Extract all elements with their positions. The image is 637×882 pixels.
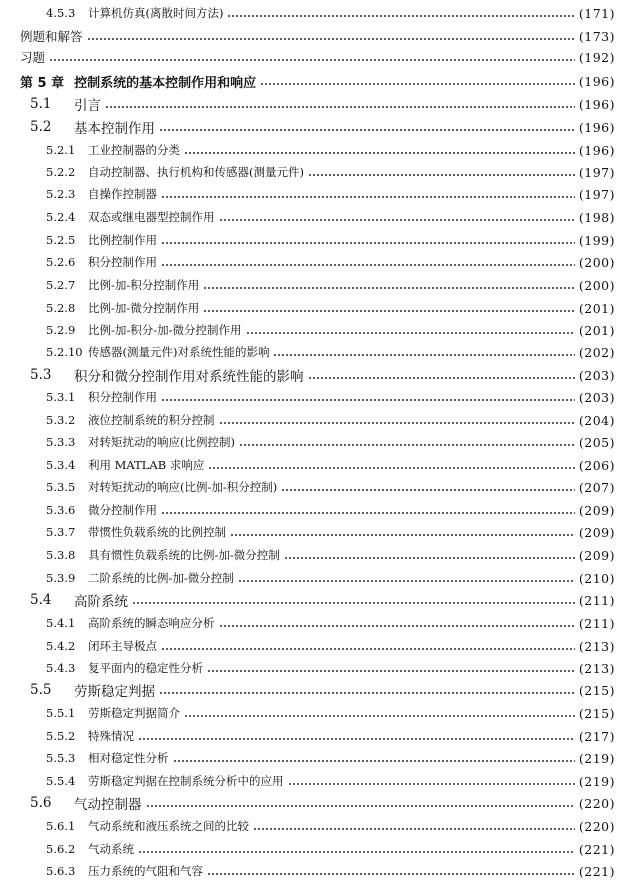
toc-entry-page: (205) — [578, 434, 615, 450]
toc-entry-number: 5.2.9 — [46, 323, 76, 337]
toc-entry-page: (201) — [578, 322, 615, 338]
toc-entry-page: (213) — [578, 660, 615, 676]
toc-entry-number: 5.3.1 — [46, 390, 76, 404]
toc-entry[interactable] — [46, 703, 615, 723]
dot-leader — [284, 557, 575, 559]
toc-entry-number: 5.3.5 — [46, 480, 76, 494]
dot-leader — [161, 242, 575, 244]
toc-entry[interactable] — [46, 432, 615, 452]
toc-entry-title: 双态或继电器型控制作用 — [88, 210, 215, 224]
toc-entry[interactable] — [46, 839, 615, 859]
toc-entry-title: 气动系统和液压系统之间的比较 — [88, 819, 249, 833]
toc-entry-title: 劳斯稳定判据简介 — [88, 706, 180, 720]
toc-entry[interactable] — [46, 252, 615, 272]
toc-entry[interactable] — [46, 320, 615, 340]
toc-entry-page: (201) — [578, 300, 615, 316]
toc-entry[interactable] — [46, 387, 615, 407]
toc-entry-title: 对转矩扰动的响应(比例-加-积分控制) — [88, 480, 278, 494]
dot-leader — [239, 444, 575, 446]
toc-entry-number: 5.2.10 — [46, 345, 83, 359]
toc-entry[interactable] — [46, 410, 615, 430]
toc-entry-title: 引言 — [74, 98, 101, 114]
toc-entry-title: 例题和解答 — [20, 29, 83, 44]
toc-entry[interactable] — [46, 140, 615, 160]
toc-entry-title: 基本控制作用 — [74, 121, 155, 137]
toc-entry-page: (200) — [578, 254, 615, 270]
toc-entry-title: 劳斯稳定判据在控制系统分析中的应用 — [88, 774, 284, 788]
toc-entry[interactable] — [20, 71, 615, 91]
toc-entry-page: (221) — [578, 841, 615, 857]
toc-entry-page: (219) — [578, 773, 615, 789]
toc-entry-page: (220) — [578, 818, 615, 834]
toc-entry-page: (221) — [578, 863, 615, 879]
toc-entry[interactable] — [46, 455, 615, 475]
toc-entry-page: (200) — [578, 277, 615, 293]
dot-leader — [105, 106, 575, 108]
toc-entry[interactable] — [46, 207, 615, 227]
dot-leader — [138, 851, 575, 853]
toc-entry-page: (213) — [578, 638, 615, 654]
dot-leader — [208, 467, 575, 469]
toc-entry-page: (199) — [578, 232, 615, 248]
toc-entry-page: (217) — [578, 728, 615, 744]
toc-entry-page: (171) — [578, 5, 615, 21]
dot-leader — [146, 805, 575, 807]
toc-entry-number: 5.5.3 — [46, 751, 76, 765]
dot-leader — [207, 670, 575, 672]
toc-entry-page: (211) — [578, 592, 615, 608]
dot-leader — [260, 83, 575, 85]
toc-entry-number: 5.2.8 — [46, 301, 76, 315]
toc-entry-number: 5.3 — [30, 367, 52, 383]
toc-entry[interactable] — [46, 522, 615, 542]
toc-entry-number: 5.4.3 — [46, 661, 76, 675]
toc-entry-page: (207) — [578, 479, 615, 495]
toc-entry-title: 比例-加-积分-加-微分控制作用 — [88, 323, 242, 337]
toc-entry-number: 5.2 — [30, 119, 52, 135]
toc-entry-number: 5.4 — [30, 592, 52, 608]
toc-entry-page: (209) — [578, 524, 615, 540]
toc-entry-page: (192) — [578, 49, 615, 65]
toc-entry[interactable] — [46, 342, 615, 362]
dot-leader — [87, 38, 575, 40]
toc-entry-title: 传感器(测量元件)对系统性能的影响 — [88, 345, 270, 359]
toc-entry[interactable] — [46, 658, 615, 678]
toc-entry-number: 5.3.6 — [46, 503, 76, 517]
toc-entry-number: 5.6.3 — [46, 864, 76, 878]
toc-entry-title: 带惯性负载系统的比例控制 — [88, 525, 226, 539]
toc-entry-number: 5.2.5 — [46, 233, 76, 247]
dot-leader — [203, 310, 575, 312]
dot-leader — [273, 354, 574, 356]
toc-entry-number: 5.1 — [30, 96, 52, 112]
toc-entry[interactable] — [46, 500, 615, 520]
toc-entry-title: 比例-加-微分控制作用 — [88, 301, 200, 315]
toc-entry-number: 5.2.3 — [46, 187, 76, 201]
toc-entry[interactable] — [46, 298, 615, 318]
dot-leader — [207, 873, 575, 875]
toc-entry-number: 5.3.7 — [46, 525, 76, 539]
dot-leader — [49, 59, 575, 61]
toc-entry-title: 积分控制作用 — [88, 255, 157, 269]
toc-entry-title: 相对稳定性分析 — [88, 751, 169, 765]
dot-leader — [159, 692, 575, 694]
dot-leader — [138, 738, 575, 740]
toc-entry[interactable] — [46, 726, 615, 746]
toc-entry-page: (204) — [578, 412, 615, 428]
toc-entry-page: (197) — [578, 164, 615, 180]
toc-entry-title: 积分和微分控制作用对系统性能的影响 — [74, 369, 304, 385]
toc-entry[interactable] — [46, 162, 615, 182]
toc-entry-page: (215) — [578, 705, 615, 721]
dot-leader — [161, 196, 575, 198]
toc-entry-page: (196) — [578, 96, 615, 112]
dot-leader — [238, 580, 575, 582]
dot-leader — [184, 152, 575, 154]
toc-entry-title: 比例-加-积分控制作用 — [88, 278, 200, 292]
toc-entry[interactable] — [46, 748, 615, 768]
toc-entry[interactable] — [46, 184, 615, 204]
toc-entry-title: 闭环主导极点 — [88, 639, 157, 653]
toc-entry-number: 5.3.3 — [46, 435, 76, 449]
toc-entry-title: 微分控制作用 — [88, 503, 157, 517]
toc-entry-number: 第 5 章 — [20, 75, 65, 91]
toc-entry[interactable] — [30, 117, 615, 137]
dot-leader — [246, 332, 575, 334]
dot-leader — [219, 219, 575, 221]
toc-entry[interactable] — [20, 26, 615, 46]
toc-entry[interactable] — [46, 568, 615, 588]
toc-entry[interactable] — [30, 590, 615, 610]
toc-entry-number: 5.3.9 — [46, 571, 76, 585]
toc-entry-title: 利用 MATLAB 求响应 — [88, 458, 205, 472]
toc-entry-number: 5.2.1 — [46, 143, 76, 157]
toc-entry-number: 5.2.6 — [46, 255, 76, 269]
toc-entry-title: 气动控制器 — [74, 797, 142, 813]
toc-entry-number: 5.3.2 — [46, 413, 76, 427]
dot-leader — [132, 602, 575, 604]
toc-entry-title: 对转矩扰动的响应(比例控制) — [88, 435, 235, 449]
toc-entry[interactable] — [20, 47, 615, 67]
toc-entry-title: 特殊情况 — [88, 729, 134, 743]
toc-entry[interactable] — [46, 861, 615, 881]
toc-entry-number: 5.5.2 — [46, 729, 76, 743]
dot-leader — [161, 512, 575, 514]
toc-entry-number: 5.4.1 — [46, 616, 76, 630]
toc-entry-title: 气动系统 — [88, 842, 134, 856]
dot-leader — [308, 174, 575, 176]
toc-entry-title: 液位控制系统的积分控制 — [88, 413, 215, 427]
toc-entry-page: (210) — [578, 570, 615, 586]
dot-leader — [173, 760, 575, 762]
toc-entry[interactable] — [46, 613, 615, 633]
toc-entry-title: 具有惯性负载系统的比例-加-微分控制 — [88, 548, 280, 562]
toc-entry-title: 工业控制器的分类 — [88, 143, 180, 157]
dot-leader — [161, 264, 575, 266]
dot-leader — [253, 828, 575, 830]
toc-entry-title: 控制系统的基本控制作用和响应 — [74, 75, 257, 91]
toc-entry-number: 5.2.4 — [46, 210, 76, 224]
toc-entry-number: 5.5.1 — [46, 706, 76, 720]
toc-entry-title: 比例控制作用 — [88, 233, 157, 247]
toc-entry-page: (220) — [578, 795, 615, 811]
toc-entry[interactable] — [30, 365, 615, 385]
dot-leader — [281, 489, 575, 491]
toc-entry-page: (203) — [578, 367, 615, 383]
toc-entry-title: 高阶系统 — [74, 594, 128, 610]
toc-entry-title: 二阶系统的比例-加-微分控制 — [88, 571, 234, 585]
toc-entry-number: 5.6.1 — [46, 819, 76, 833]
toc-entry-number: 4.5.3 — [46, 6, 76, 20]
dot-leader — [288, 783, 575, 785]
toc-entry-page: (197) — [578, 186, 615, 202]
toc-entry-page: (196) — [578, 73, 615, 89]
dot-leader — [159, 129, 575, 131]
toc-entry-page: (198) — [578, 209, 615, 225]
toc-entry[interactable] — [46, 230, 615, 250]
toc-entry-number: 5.6 — [30, 795, 52, 811]
toc-entry[interactable] — [46, 3, 615, 23]
toc-entry-title: 高阶系统的瞬态响应分析 — [88, 616, 215, 630]
toc-entry-page: (209) — [578, 502, 615, 518]
toc-entry-page: (219) — [578, 750, 615, 766]
toc-entry-number: 5.6.2 — [46, 842, 76, 856]
toc-entry[interactable] — [46, 636, 615, 656]
toc-entry-page: (173) — [578, 28, 615, 44]
toc-entry-title: 积分控制作用 — [88, 390, 157, 404]
toc-entry-number: 5.4.2 — [46, 639, 76, 653]
toc-entry-number: 5.2.2 — [46, 165, 76, 179]
toc-entry[interactable] — [46, 275, 615, 295]
toc-entry-page: (196) — [578, 119, 615, 135]
toc-entry[interactable] — [46, 816, 615, 836]
toc-entry-page: (211) — [578, 615, 615, 631]
dot-leader — [161, 648, 575, 650]
toc-entry[interactable] — [30, 680, 615, 700]
toc-entry-number: 5.5.4 — [46, 774, 76, 788]
toc-entry-number: 5.3.8 — [46, 548, 76, 562]
dot-leader — [161, 399, 575, 401]
toc-entry-number: 5.2.7 — [46, 278, 76, 292]
toc-entry[interactable] — [46, 771, 615, 791]
toc-entry-page: (209) — [578, 547, 615, 563]
toc-entry[interactable] — [46, 545, 615, 565]
toc-entry-title: 复平面内的稳定性分析 — [88, 661, 203, 675]
toc-entry-page: (215) — [578, 682, 615, 698]
dot-leader — [203, 287, 575, 289]
toc-entry[interactable] — [30, 94, 615, 114]
toc-entry-page: (196) — [578, 142, 615, 158]
toc-entry-title: 计算机仿真(离散时间方法) — [88, 6, 224, 20]
toc-entry-page: (203) — [578, 389, 615, 405]
dot-leader — [184, 715, 575, 717]
toc-entry[interactable] — [46, 477, 615, 497]
toc-entry-page: (202) — [578, 344, 615, 360]
toc-entry-title: 劳斯稳定判据 — [74, 684, 155, 700]
dot-leader — [227, 15, 574, 17]
toc-entry-title: 压力系统的气阻和气容 — [88, 864, 203, 878]
toc-entry-number: 5.3.4 — [46, 458, 76, 472]
toc-entry-title: 习题 — [20, 50, 46, 65]
dot-leader — [230, 534, 575, 536]
toc-entry-page: (206) — [578, 457, 615, 473]
toc-entry-title: 自动控制器、执行机构和传感器(测量元件) — [88, 165, 304, 179]
dot-leader — [219, 625, 575, 627]
toc-entry[interactable] — [30, 793, 615, 813]
dot-leader — [308, 377, 575, 379]
toc-entry-title: 自操作控制器 — [88, 187, 157, 201]
dot-leader — [219, 422, 575, 424]
toc-entry-number: 5.5 — [30, 682, 52, 698]
